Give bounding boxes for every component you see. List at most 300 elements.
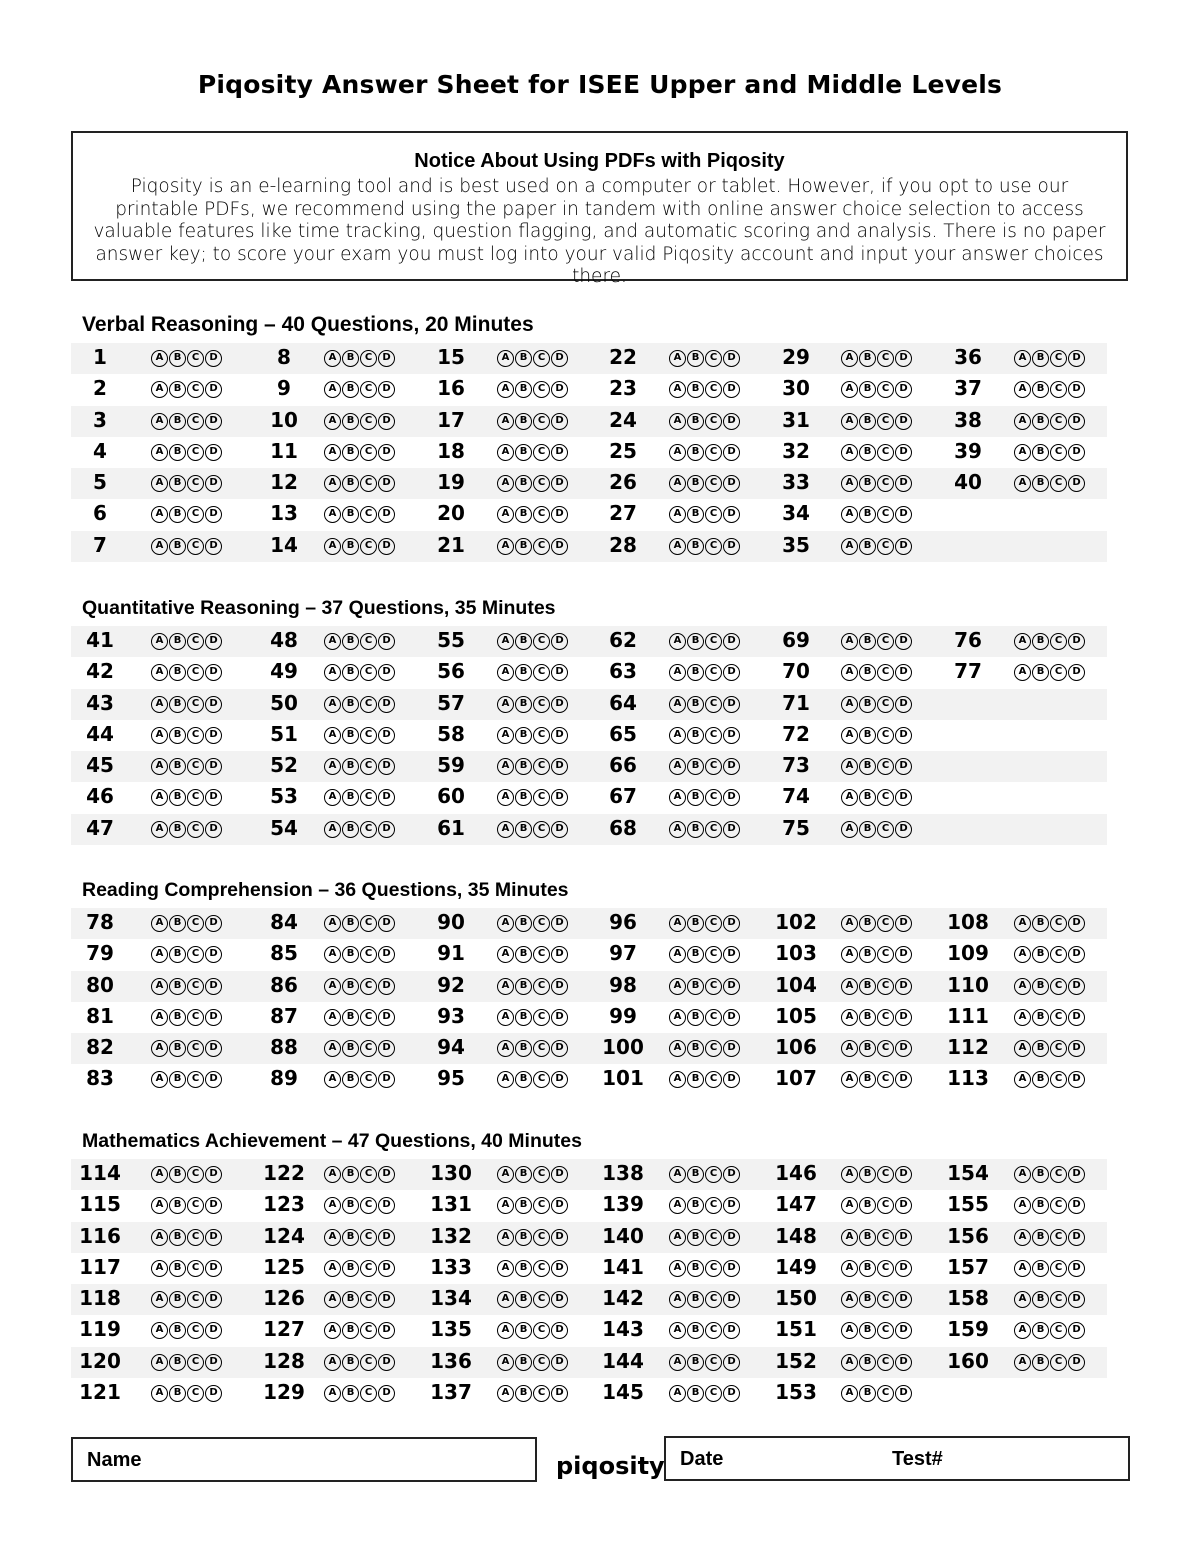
- choice-bubble-c[interactable]: C: [877, 1009, 894, 1026]
- choice-bubble-c[interactable]: C: [533, 1260, 550, 1277]
- choice-bubble-c[interactable]: C: [705, 946, 722, 963]
- choice-bubble-b[interactable]: B: [515, 758, 532, 775]
- choice-bubble-c[interactable]: C: [360, 696, 377, 713]
- choice-bubble-c[interactable]: C: [705, 633, 722, 650]
- choice-bubble-c[interactable]: C: [187, 1260, 204, 1277]
- choice-bubble-a[interactable]: A: [497, 821, 514, 838]
- choice-bubble-a[interactable]: A: [324, 538, 341, 555]
- choice-bubble-b[interactable]: B: [859, 978, 876, 995]
- choice-bubble-d[interactable]: D: [1068, 1354, 1085, 1371]
- choice-bubble-b[interactable]: B: [859, 538, 876, 555]
- choice-bubble-d[interactable]: D: [205, 1040, 222, 1057]
- choice-bubble-d[interactable]: D: [551, 664, 568, 681]
- choice-bubble-a[interactable]: A: [497, 727, 514, 744]
- choice-bubble-c[interactable]: C: [187, 978, 204, 995]
- choice-bubble-a[interactable]: A: [497, 1322, 514, 1339]
- choice-bubble-b[interactable]: B: [342, 1197, 359, 1214]
- choice-bubble-c[interactable]: C: [360, 915, 377, 932]
- choice-bubble-a[interactable]: A: [841, 1354, 858, 1371]
- choice-bubble-a[interactable]: A: [669, 1071, 686, 1088]
- choice-bubble-a[interactable]: A: [324, 350, 341, 367]
- choice-bubble-b[interactable]: B: [342, 1009, 359, 1026]
- choice-bubble-b[interactable]: B: [1032, 915, 1049, 932]
- choice-bubble-d[interactable]: D: [723, 475, 740, 492]
- choice-bubble-c[interactable]: C: [533, 1166, 550, 1183]
- choice-bubble-c[interactable]: C: [1050, 1291, 1067, 1308]
- choice-bubble-b[interactable]: B: [687, 1260, 704, 1277]
- choice-bubble-c[interactable]: C: [187, 1040, 204, 1057]
- choice-bubble-b[interactable]: B: [342, 946, 359, 963]
- choice-bubble-a[interactable]: A: [841, 1197, 858, 1214]
- choice-bubble-a[interactable]: A: [497, 946, 514, 963]
- choice-bubble-c[interactable]: C: [705, 727, 722, 744]
- choice-bubble-d[interactable]: D: [895, 381, 912, 398]
- choice-bubble-a[interactable]: A: [151, 444, 168, 461]
- choice-bubble-c[interactable]: C: [877, 444, 894, 461]
- choice-bubble-c[interactable]: C: [533, 1071, 550, 1088]
- choice-bubble-b[interactable]: B: [687, 1385, 704, 1402]
- choice-bubble-a[interactable]: A: [669, 1229, 686, 1246]
- choice-bubble-b[interactable]: B: [1032, 664, 1049, 681]
- choice-bubble-b[interactable]: B: [169, 915, 186, 932]
- choice-bubble-c[interactable]: C: [705, 789, 722, 806]
- choice-bubble-c[interactable]: C: [187, 506, 204, 523]
- choice-bubble-d[interactable]: D: [551, 1260, 568, 1277]
- choice-bubble-b[interactable]: B: [342, 1385, 359, 1402]
- choice-bubble-b[interactable]: B: [515, 1071, 532, 1088]
- choice-bubble-a[interactable]: A: [497, 444, 514, 461]
- choice-bubble-b[interactable]: B: [859, 1166, 876, 1183]
- choice-bubble-a[interactable]: A: [669, 758, 686, 775]
- choice-bubble-a[interactable]: A: [669, 633, 686, 650]
- choice-bubble-d[interactable]: D: [205, 1354, 222, 1371]
- choice-bubble-c[interactable]: C: [360, 664, 377, 681]
- choice-bubble-c[interactable]: C: [877, 696, 894, 713]
- choice-bubble-a[interactable]: A: [1014, 350, 1031, 367]
- choice-bubble-b[interactable]: B: [515, 1322, 532, 1339]
- choice-bubble-a[interactable]: A: [497, 381, 514, 398]
- choice-bubble-c[interactable]: C: [877, 381, 894, 398]
- choice-bubble-a[interactable]: A: [151, 1166, 168, 1183]
- choice-bubble-c[interactable]: C: [360, 1260, 377, 1277]
- choice-bubble-c[interactable]: C: [360, 1166, 377, 1183]
- choice-bubble-b[interactable]: B: [859, 413, 876, 430]
- choice-bubble-a[interactable]: A: [324, 475, 341, 492]
- choice-bubble-c[interactable]: C: [877, 413, 894, 430]
- choice-bubble-c[interactable]: C: [1050, 1197, 1067, 1214]
- choice-bubble-b[interactable]: B: [859, 350, 876, 367]
- choice-bubble-a[interactable]: A: [841, 1166, 858, 1183]
- choice-bubble-a[interactable]: A: [841, 789, 858, 806]
- choice-bubble-a[interactable]: A: [151, 789, 168, 806]
- choice-bubble-a[interactable]: A: [1014, 946, 1031, 963]
- choice-bubble-c[interactable]: C: [705, 915, 722, 932]
- choice-bubble-d[interactable]: D: [895, 1229, 912, 1246]
- choice-bubble-c[interactable]: C: [877, 821, 894, 838]
- choice-bubble-d[interactable]: D: [723, 1009, 740, 1026]
- choice-bubble-a[interactable]: A: [324, 1354, 341, 1371]
- choice-bubble-b[interactable]: B: [342, 664, 359, 681]
- choice-bubble-d[interactable]: D: [723, 1166, 740, 1183]
- choice-bubble-c[interactable]: C: [533, 350, 550, 367]
- choice-bubble-a[interactable]: A: [669, 696, 686, 713]
- choice-bubble-b[interactable]: B: [342, 538, 359, 555]
- choice-bubble-a[interactable]: A: [324, 915, 341, 932]
- choice-bubble-b[interactable]: B: [1032, 1354, 1049, 1371]
- choice-bubble-a[interactable]: A: [669, 444, 686, 461]
- choice-bubble-b[interactable]: B: [1032, 978, 1049, 995]
- choice-bubble-a[interactable]: A: [151, 1229, 168, 1246]
- choice-bubble-b[interactable]: B: [342, 444, 359, 461]
- choice-bubble-c[interactable]: C: [877, 978, 894, 995]
- choice-bubble-a[interactable]: A: [151, 727, 168, 744]
- choice-bubble-c[interactable]: C: [360, 821, 377, 838]
- choice-bubble-b[interactable]: B: [169, 821, 186, 838]
- choice-bubble-d[interactable]: D: [551, 1354, 568, 1371]
- choice-bubble-d[interactable]: D: [895, 413, 912, 430]
- choice-bubble-b[interactable]: B: [1032, 946, 1049, 963]
- choice-bubble-d[interactable]: D: [895, 444, 912, 461]
- choice-bubble-d[interactable]: D: [895, 538, 912, 555]
- choice-bubble-c[interactable]: C: [705, 821, 722, 838]
- choice-bubble-a[interactable]: A: [151, 1260, 168, 1277]
- choice-bubble-d[interactable]: D: [723, 821, 740, 838]
- choice-bubble-c[interactable]: C: [1050, 1260, 1067, 1277]
- choice-bubble-d[interactable]: D: [895, 789, 912, 806]
- choice-bubble-a[interactable]: A: [1014, 1354, 1031, 1371]
- choice-bubble-c[interactable]: C: [533, 1009, 550, 1026]
- choice-bubble-c[interactable]: C: [877, 633, 894, 650]
- choice-bubble-b[interactable]: B: [342, 1291, 359, 1308]
- choice-bubble-d[interactable]: D: [551, 946, 568, 963]
- choice-bubble-b[interactable]: B: [687, 1229, 704, 1246]
- choice-bubble-d[interactable]: D: [1068, 1071, 1085, 1088]
- choice-bubble-b[interactable]: B: [515, 946, 532, 963]
- choice-bubble-b[interactable]: B: [342, 350, 359, 367]
- choice-bubble-a[interactable]: A: [841, 538, 858, 555]
- choice-bubble-c[interactable]: C: [533, 1291, 550, 1308]
- choice-bubble-d[interactable]: D: [378, 1385, 395, 1402]
- choice-bubble-a[interactable]: A: [841, 444, 858, 461]
- choice-bubble-b[interactable]: B: [342, 1260, 359, 1277]
- choice-bubble-b[interactable]: B: [169, 1260, 186, 1277]
- choice-bubble-d[interactable]: D: [723, 1229, 740, 1246]
- choice-bubble-a[interactable]: A: [324, 1385, 341, 1402]
- choice-bubble-b[interactable]: B: [1032, 1322, 1049, 1339]
- choice-bubble-d[interactable]: D: [551, 1166, 568, 1183]
- choice-bubble-a[interactable]: A: [324, 727, 341, 744]
- choice-bubble-d[interactable]: D: [895, 506, 912, 523]
- choice-bubble-b[interactable]: B: [515, 821, 532, 838]
- choice-bubble-a[interactable]: A: [1014, 413, 1031, 430]
- choice-bubble-b[interactable]: B: [859, 789, 876, 806]
- choice-bubble-a[interactable]: A: [841, 1385, 858, 1402]
- choice-bubble-b[interactable]: B: [342, 789, 359, 806]
- choice-bubble-c[interactable]: C: [187, 413, 204, 430]
- choice-bubble-c[interactable]: C: [187, 664, 204, 681]
- choice-bubble-b[interactable]: B: [687, 350, 704, 367]
- choice-bubble-c[interactable]: C: [877, 1071, 894, 1088]
- choice-bubble-c[interactable]: C: [360, 444, 377, 461]
- choice-bubble-c[interactable]: C: [533, 727, 550, 744]
- choice-bubble-a[interactable]: A: [497, 1385, 514, 1402]
- choice-bubble-c[interactable]: C: [705, 664, 722, 681]
- choice-bubble-b[interactable]: B: [515, 444, 532, 461]
- choice-bubble-d[interactable]: D: [551, 1071, 568, 1088]
- choice-bubble-c[interactable]: C: [877, 1229, 894, 1246]
- choice-bubble-d[interactable]: D: [378, 1354, 395, 1371]
- choice-bubble-d[interactable]: D: [378, 915, 395, 932]
- choice-bubble-c[interactable]: C: [1050, 664, 1067, 681]
- choice-bubble-c[interactable]: C: [705, 1040, 722, 1057]
- choice-bubble-a[interactable]: A: [497, 413, 514, 430]
- choice-bubble-a[interactable]: A: [841, 821, 858, 838]
- choice-bubble-c[interactable]: C: [877, 1197, 894, 1214]
- choice-bubble-d[interactable]: D: [723, 1260, 740, 1277]
- choice-bubble-b[interactable]: B: [515, 538, 532, 555]
- choice-bubble-d[interactable]: D: [723, 1040, 740, 1057]
- choice-bubble-d[interactable]: D: [551, 350, 568, 367]
- choice-bubble-b[interactable]: B: [169, 1322, 186, 1339]
- choice-bubble-b[interactable]: B: [342, 915, 359, 932]
- choice-bubble-a[interactable]: A: [841, 381, 858, 398]
- choice-bubble-d[interactable]: D: [205, 978, 222, 995]
- choice-bubble-a[interactable]: A: [497, 350, 514, 367]
- choice-bubble-d[interactable]: D: [895, 1322, 912, 1339]
- choice-bubble-a[interactable]: A: [324, 1071, 341, 1088]
- choice-bubble-d[interactable]: D: [551, 1322, 568, 1339]
- choice-bubble-c[interactable]: C: [1050, 350, 1067, 367]
- choice-bubble-b[interactable]: B: [342, 1166, 359, 1183]
- choice-bubble-d[interactable]: D: [551, 1009, 568, 1026]
- choice-bubble-b[interactable]: B: [687, 475, 704, 492]
- choice-bubble-c[interactable]: C: [705, 696, 722, 713]
- choice-bubble-d[interactable]: D: [551, 413, 568, 430]
- choice-bubble-a[interactable]: A: [1014, 444, 1031, 461]
- choice-bubble-c[interactable]: C: [533, 946, 550, 963]
- choice-bubble-b[interactable]: B: [515, 915, 532, 932]
- choice-bubble-a[interactable]: A: [497, 1166, 514, 1183]
- choice-bubble-d[interactable]: D: [723, 1322, 740, 1339]
- choice-bubble-c[interactable]: C: [533, 413, 550, 430]
- choice-bubble-a[interactable]: A: [841, 1229, 858, 1246]
- choice-bubble-b[interactable]: B: [515, 506, 532, 523]
- choice-bubble-b[interactable]: B: [687, 1291, 704, 1308]
- choice-bubble-a[interactable]: A: [669, 821, 686, 838]
- choice-bubble-b[interactable]: B: [859, 1071, 876, 1088]
- choice-bubble-c[interactable]: C: [877, 1166, 894, 1183]
- choice-bubble-d[interactable]: D: [378, 978, 395, 995]
- choice-bubble-a[interactable]: A: [324, 821, 341, 838]
- choice-bubble-a[interactable]: A: [151, 1354, 168, 1371]
- choice-bubble-c[interactable]: C: [360, 1354, 377, 1371]
- choice-bubble-d[interactable]: D: [205, 1291, 222, 1308]
- choice-bubble-a[interactable]: A: [841, 633, 858, 650]
- choice-bubble-b[interactable]: B: [687, 821, 704, 838]
- choice-bubble-a[interactable]: A: [1014, 1166, 1031, 1183]
- choice-bubble-a[interactable]: A: [497, 1260, 514, 1277]
- choice-bubble-a[interactable]: A: [841, 664, 858, 681]
- choice-bubble-d[interactable]: D: [551, 381, 568, 398]
- choice-bubble-a[interactable]: A: [151, 915, 168, 932]
- choice-bubble-c[interactable]: C: [533, 789, 550, 806]
- choice-bubble-d[interactable]: D: [551, 506, 568, 523]
- choice-bubble-b[interactable]: B: [169, 727, 186, 744]
- choice-bubble-b[interactable]: B: [687, 915, 704, 932]
- choice-bubble-d[interactable]: D: [723, 633, 740, 650]
- choice-bubble-c[interactable]: C: [360, 1071, 377, 1088]
- choice-bubble-b[interactable]: B: [342, 381, 359, 398]
- choice-bubble-d[interactable]: D: [205, 1071, 222, 1088]
- choice-bubble-c[interactable]: C: [877, 1040, 894, 1057]
- choice-bubble-d[interactable]: D: [378, 758, 395, 775]
- choice-bubble-c[interactable]: C: [705, 1071, 722, 1088]
- choice-bubble-d[interactable]: D: [723, 758, 740, 775]
- choice-bubble-c[interactable]: C: [533, 696, 550, 713]
- choice-bubble-b[interactable]: B: [687, 696, 704, 713]
- choice-bubble-b[interactable]: B: [342, 1354, 359, 1371]
- choice-bubble-b[interactable]: B: [169, 413, 186, 430]
- choice-bubble-d[interactable]: D: [205, 506, 222, 523]
- choice-bubble-a[interactable]: A: [841, 413, 858, 430]
- choice-bubble-d[interactable]: D: [723, 506, 740, 523]
- choice-bubble-d[interactable]: D: [378, 444, 395, 461]
- choice-bubble-a[interactable]: A: [669, 727, 686, 744]
- choice-bubble-b[interactable]: B: [515, 789, 532, 806]
- choice-bubble-a[interactable]: A: [151, 1071, 168, 1088]
- choice-bubble-c[interactable]: C: [877, 350, 894, 367]
- choice-bubble-c[interactable]: C: [533, 633, 550, 650]
- choice-bubble-a[interactable]: A: [497, 475, 514, 492]
- choice-bubble-b[interactable]: B: [859, 1260, 876, 1277]
- choice-bubble-d[interactable]: D: [378, 1322, 395, 1339]
- choice-bubble-c[interactable]: C: [360, 1197, 377, 1214]
- choice-bubble-c[interactable]: C: [1050, 915, 1067, 932]
- choice-bubble-b[interactable]: B: [687, 727, 704, 744]
- choice-bubble-b[interactable]: B: [515, 978, 532, 995]
- choice-bubble-d[interactable]: D: [378, 727, 395, 744]
- choice-bubble-c[interactable]: C: [360, 727, 377, 744]
- choice-bubble-a[interactable]: A: [841, 1040, 858, 1057]
- choice-bubble-d[interactable]: D: [551, 1291, 568, 1308]
- choice-bubble-b[interactable]: B: [859, 758, 876, 775]
- choice-bubble-c[interactable]: C: [533, 1322, 550, 1339]
- choice-bubble-d[interactable]: D: [895, 915, 912, 932]
- choice-bubble-d[interactable]: D: [205, 475, 222, 492]
- choice-bubble-a[interactable]: A: [151, 381, 168, 398]
- choice-bubble-b[interactable]: B: [687, 664, 704, 681]
- choice-bubble-d[interactable]: D: [1068, 1197, 1085, 1214]
- choice-bubble-a[interactable]: A: [669, 1009, 686, 1026]
- choice-bubble-b[interactable]: B: [342, 1322, 359, 1339]
- choice-bubble-d[interactable]: D: [895, 946, 912, 963]
- choice-bubble-b[interactable]: B: [342, 633, 359, 650]
- choice-bubble-a[interactable]: A: [151, 506, 168, 523]
- choice-bubble-b[interactable]: B: [169, 444, 186, 461]
- choice-bubble-a[interactable]: A: [497, 1354, 514, 1371]
- choice-bubble-c[interactable]: C: [360, 633, 377, 650]
- choice-bubble-b[interactable]: B: [515, 727, 532, 744]
- choice-bubble-a[interactable]: A: [497, 1040, 514, 1057]
- choice-bubble-a[interactable]: A: [1014, 633, 1031, 650]
- choice-bubble-c[interactable]: C: [360, 475, 377, 492]
- choice-bubble-c[interactable]: C: [877, 506, 894, 523]
- choice-bubble-c[interactable]: C: [187, 1322, 204, 1339]
- choice-bubble-c[interactable]: C: [533, 506, 550, 523]
- choice-bubble-a[interactable]: A: [841, 727, 858, 744]
- choice-bubble-c[interactable]: C: [705, 1260, 722, 1277]
- choice-bubble-d[interactable]: D: [723, 789, 740, 806]
- choice-bubble-b[interactable]: B: [169, 789, 186, 806]
- name-field[interactable]: [71, 1437, 537, 1482]
- choice-bubble-b[interactable]: B: [169, 1040, 186, 1057]
- choice-bubble-b[interactable]: B: [342, 727, 359, 744]
- choice-bubble-d[interactable]: D: [723, 1385, 740, 1402]
- choice-bubble-b[interactable]: B: [169, 978, 186, 995]
- choice-bubble-a[interactable]: A: [841, 1291, 858, 1308]
- choice-bubble-d[interactable]: D: [1068, 664, 1085, 681]
- choice-bubble-a[interactable]: A: [324, 506, 341, 523]
- choice-bubble-d[interactable]: D: [895, 821, 912, 838]
- choice-bubble-d[interactable]: D: [723, 727, 740, 744]
- choice-bubble-a[interactable]: A: [497, 758, 514, 775]
- choice-bubble-a[interactable]: A: [497, 1009, 514, 1026]
- choice-bubble-b[interactable]: B: [515, 381, 532, 398]
- choice-bubble-b[interactable]: B: [859, 1291, 876, 1308]
- choice-bubble-d[interactable]: D: [205, 413, 222, 430]
- choice-bubble-d[interactable]: D: [378, 475, 395, 492]
- choice-bubble-b[interactable]: B: [515, 350, 532, 367]
- choice-bubble-a[interactable]: A: [324, 413, 341, 430]
- choice-bubble-d[interactable]: D: [205, 350, 222, 367]
- choice-bubble-c[interactable]: C: [533, 538, 550, 555]
- choice-bubble-a[interactable]: A: [497, 789, 514, 806]
- choice-bubble-b[interactable]: B: [342, 758, 359, 775]
- choice-bubble-d[interactable]: D: [1068, 475, 1085, 492]
- choice-bubble-a[interactable]: A: [324, 758, 341, 775]
- choice-bubble-d[interactable]: D: [378, 1229, 395, 1246]
- choice-bubble-d[interactable]: D: [723, 946, 740, 963]
- choice-bubble-a[interactable]: A: [151, 1385, 168, 1402]
- choice-bubble-c[interactable]: C: [533, 915, 550, 932]
- choice-bubble-a[interactable]: A: [151, 538, 168, 555]
- choice-bubble-a[interactable]: A: [151, 1040, 168, 1057]
- choice-bubble-c[interactable]: C: [705, 413, 722, 430]
- choice-bubble-d[interactable]: D: [378, 1166, 395, 1183]
- choice-bubble-a[interactable]: A: [497, 633, 514, 650]
- choice-bubble-c[interactable]: C: [877, 1260, 894, 1277]
- choice-bubble-c[interactable]: C: [533, 664, 550, 681]
- choice-bubble-a[interactable]: A: [669, 381, 686, 398]
- choice-bubble-d[interactable]: D: [378, 664, 395, 681]
- choice-bubble-d[interactable]: D: [723, 664, 740, 681]
- choice-bubble-a[interactable]: A: [324, 789, 341, 806]
- choice-bubble-a[interactable]: A: [151, 758, 168, 775]
- choice-bubble-b[interactable]: B: [169, 350, 186, 367]
- choice-bubble-b[interactable]: B: [1032, 1229, 1049, 1246]
- choice-bubble-d[interactable]: D: [723, 978, 740, 995]
- choice-bubble-c[interactable]: C: [1050, 475, 1067, 492]
- choice-bubble-a[interactable]: A: [497, 506, 514, 523]
- choice-bubble-a[interactable]: A: [669, 664, 686, 681]
- choice-bubble-b[interactable]: B: [169, 1291, 186, 1308]
- choice-bubble-b[interactable]: B: [515, 1229, 532, 1246]
- choice-bubble-a[interactable]: A: [324, 1009, 341, 1026]
- choice-bubble-d[interactable]: D: [1068, 1229, 1085, 1246]
- choice-bubble-a[interactable]: A: [669, 475, 686, 492]
- choice-bubble-c[interactable]: C: [187, 475, 204, 492]
- choice-bubble-c[interactable]: C: [533, 1229, 550, 1246]
